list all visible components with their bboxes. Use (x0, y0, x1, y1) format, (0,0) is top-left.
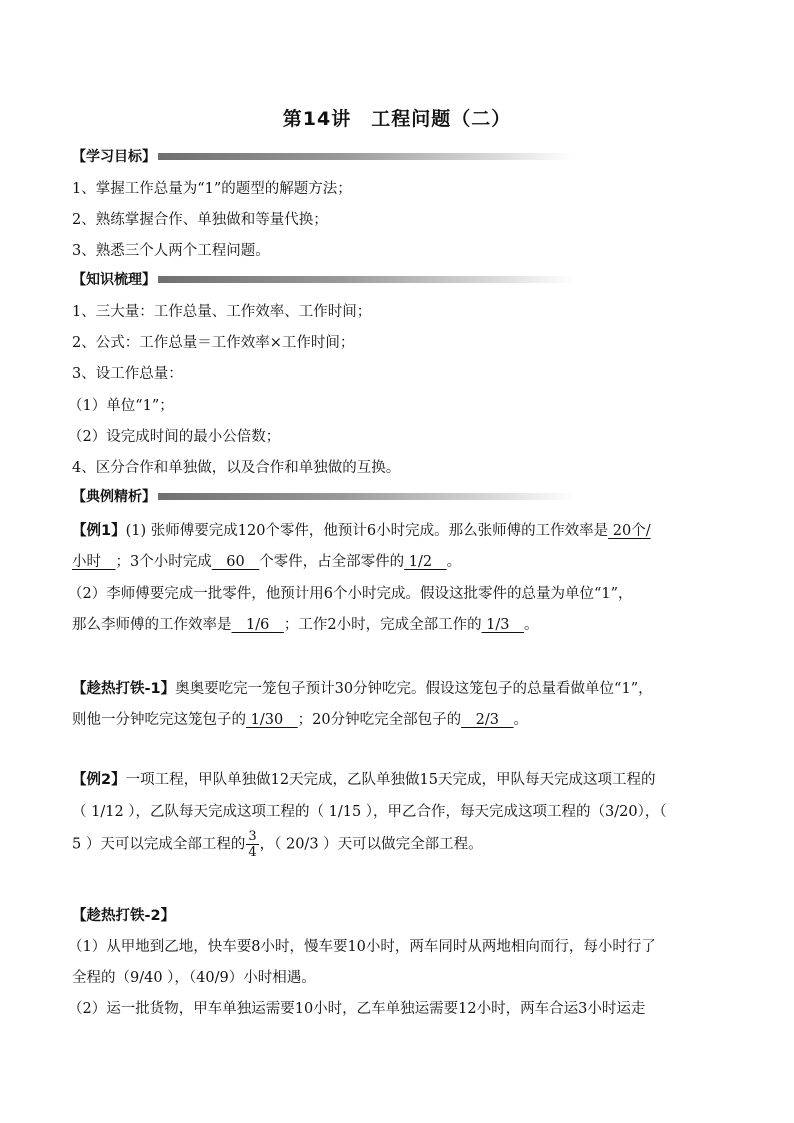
knowledge-item: （1）单位“1”； (68, 398, 174, 414)
drill-label: 【趁热打铁-1】 (72, 681, 176, 697)
question-text: 5 ）天可以完成全部工程的 (72, 836, 246, 853)
page-title: 第14讲 工程问题（二） (282, 108, 512, 130)
drill-2-line-1: （1）从甲地到乙地，快车要8小时，慢车要10小时，两车同时从两地相向而行，每小时行了 (68, 939, 656, 955)
fraction-three-quarters (246, 830, 258, 859)
knowledge-item: 4、区分合作和单独做，以及合作和单独做的互换。 (72, 460, 401, 476)
question-text: (1) 张师傅要完成120个零件，他预计6小时完成。那么张师傅的工作效率是 (125, 523, 609, 539)
question-text: ；工作2小时，完成全部工作的 (283, 617, 482, 633)
question-text: ，（ 20/3 ）天可以做完全部工程。 (259, 836, 483, 853)
example-label: 【例1】 (72, 523, 126, 539)
fraction-numerator: 3 (248, 829, 257, 844)
section-label: 【知识梳理】 (72, 272, 156, 288)
section-header-examples (72, 485, 573, 507)
section-divider (158, 153, 573, 160)
section-label: 【学习目标】 (72, 149, 156, 165)
example-1-line-1 (72, 519, 651, 540)
question-text: ；3个小时完成 (115, 554, 212, 570)
drill-1-line-2 (72, 708, 528, 729)
question-text: 。 (513, 712, 528, 728)
example-label: 【例2】 (72, 772, 126, 788)
question-text: 。 (446, 554, 462, 570)
drill-2-line-3: （2）运一批货物，甲车单独运需要10小时，乙车单独运需要12小时，两车合运3小时运走 (68, 1001, 646, 1017)
goal-item: 3、熟悉三个人两个工程问题。 (72, 243, 270, 259)
answer-blank: 60 (211, 554, 260, 570)
answer-blank: 2/3 (461, 712, 514, 728)
answer-blank: 1/3 (481, 617, 525, 633)
example-2-line-1 (72, 768, 656, 789)
question-text: 那么李师傅的工作效率是 (72, 617, 232, 633)
example-1-line-4 (72, 613, 539, 634)
example-2-line-2: （ 1/12 ），乙队每天完成这项工程的（ 1/15 ），甲乙合作，每天完成这项工程的（3/20），（ (72, 804, 667, 820)
answer-blank: 小时 (72, 554, 116, 570)
question-text: 个零件，占全部零件的 (259, 554, 405, 570)
goal-item: 1、掌握工作总量为“1”的题型的解题方法； (72, 181, 352, 197)
question-text: 。 (524, 617, 539, 633)
knowledge-item: 3、设工作总量： (72, 366, 183, 382)
knowledge-item: （2）设完成时间的最小公倍数； (68, 429, 281, 445)
example-1-line-3: （2）李师傅要完成一批零件，他预计用6个小时完成。假设这批零件的总量为单位“1”， (68, 586, 633, 602)
question-text: 奥奥要吃完一笼包子预计30分钟吃完。假设这笼包子的总量看做单位“1”， (175, 681, 653, 697)
answer-blank: 1/30 (246, 712, 298, 728)
fraction-denominator: 4 (248, 845, 257, 860)
section-header-knowledge (72, 268, 573, 290)
section-header-goals (72, 145, 573, 167)
drill-2-line-2: 全程的（9/40 ），（40/9）小时相遇。 (72, 970, 316, 986)
section-divider (158, 493, 573, 500)
drill-2-label: 【趁热打铁-2】 (72, 908, 176, 924)
answer-blank: 1/2 (404, 554, 447, 570)
example-2-line-3 (72, 830, 483, 859)
question-text: 一项工程，甲队单独做12天完成，乙队单独做15天完成，甲队每天完成这项工程的 (125, 772, 656, 788)
drill-1-line-1 (72, 677, 653, 698)
goal-item: 2、熟练掌握合作、单独做和等量代换； (72, 212, 328, 228)
answer-blank: 20个/ (608, 523, 651, 539)
knowledge-item: 1、三大量：工作总量、工作效率、工作时间； (72, 304, 372, 320)
question-text: ；20分钟吃完全部包子的 (297, 712, 462, 728)
example-1-line-2 (72, 550, 461, 571)
knowledge-item: 2、公式：工作总量＝工作效率×工作时间； (72, 335, 355, 351)
question-text: 则他一分钟吃完这笼包子的 (72, 712, 246, 728)
section-label: 【典例精析】 (72, 489, 156, 505)
answer-blank: 1/6 (231, 617, 284, 633)
section-divider (158, 276, 573, 283)
